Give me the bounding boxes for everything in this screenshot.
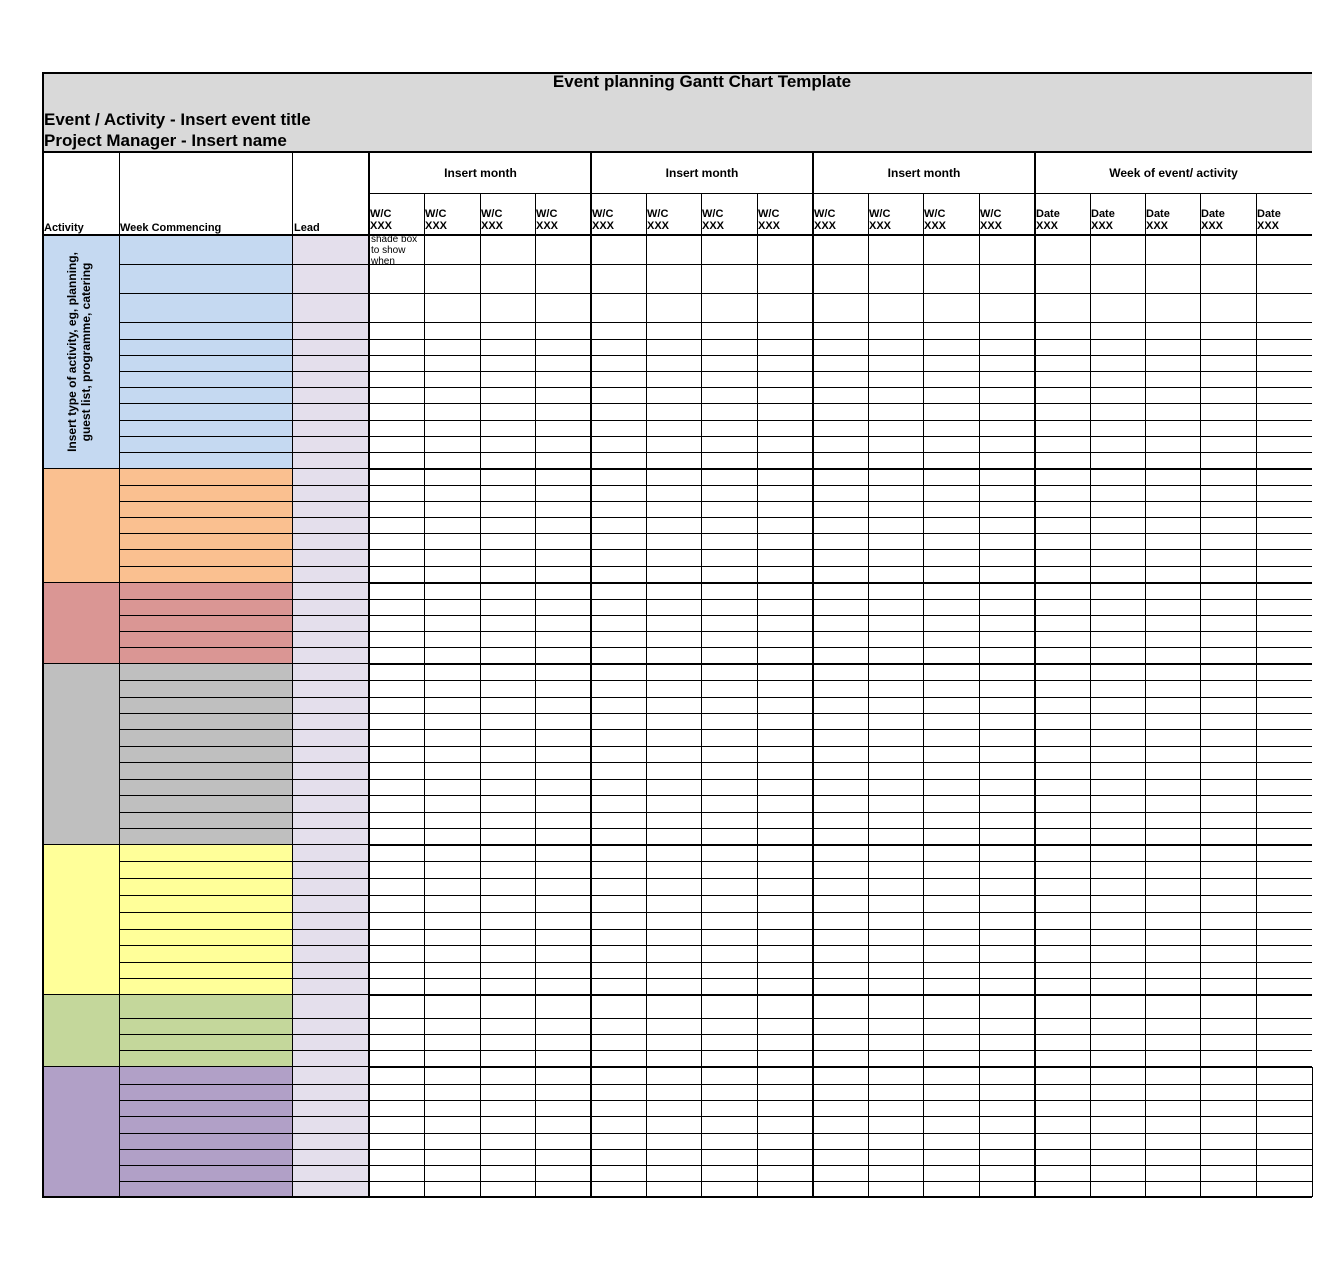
- week-header-label: Date: [1146, 208, 1170, 220]
- row-line: [119, 387, 1312, 388]
- page-title: Event planning Gantt Chart Template: [552, 72, 852, 91]
- week-header-cell[interactable]: [481, 208, 503, 232]
- shade-note-cell[interactable]: shade box to show when: [371, 234, 418, 264]
- week-header-label: Date: [1091, 208, 1115, 220]
- row-line: [119, 533, 1312, 534]
- row-line: [119, 729, 1312, 730]
- row-line: [119, 861, 1312, 862]
- week-divider: [480, 193, 481, 1197]
- week-header-cell[interactable]: [370, 208, 392, 232]
- lead-column-fill: [292, 583, 369, 664]
- row-line: [119, 403, 1312, 404]
- week-header-label: W/C: [647, 208, 669, 220]
- week-header-cell[interactable]: [980, 208, 1002, 232]
- row-line: [119, 1181, 1312, 1182]
- week-header-label: W/C: [980, 208, 1002, 220]
- week-divider: [979, 193, 980, 1197]
- week-header-label: W/C: [425, 208, 447, 220]
- week-header-cell[interactable]: [1257, 208, 1281, 232]
- event-title[interactable]: Event / Activity - Insert event title: [44, 110, 311, 129]
- row-line: [119, 566, 1312, 567]
- row-line: [119, 322, 1312, 323]
- week-header-value: XXX: [592, 220, 615, 232]
- left-border: [42, 72, 44, 1197]
- lead-column-fill: [292, 235, 369, 469]
- lead-column-fill: [292, 995, 369, 1067]
- week-header-label: W/C: [814, 208, 836, 220]
- week-header-label: W/C: [481, 208, 503, 220]
- row-line: [119, 1100, 1312, 1101]
- right-border: [1312, 1067, 1313, 1197]
- task-column-fill: [119, 845, 292, 995]
- row-line: [119, 1149, 1312, 1150]
- task-column-fill: [119, 235, 292, 469]
- task-column-fill: [119, 995, 292, 1067]
- week-header-label: Date: [1201, 208, 1225, 220]
- week-header-cell[interactable]: [1091, 208, 1115, 232]
- activity-column-divider: [119, 152, 120, 1197]
- week-header-cell[interactable]: [592, 208, 614, 232]
- row-line: [119, 762, 1312, 763]
- week-header-label: W/C: [370, 208, 392, 220]
- week-header-cell[interactable]: [1201, 208, 1225, 232]
- row-line: [119, 339, 1312, 340]
- week-divider: [424, 193, 425, 1197]
- task-column-fill: [119, 1067, 292, 1197]
- body-top-line: [42, 234, 1312, 236]
- week-divider: [1256, 193, 1257, 1197]
- activity-cell: [42, 995, 119, 1067]
- week-header-cell[interactable]: [869, 208, 891, 232]
- row-line: [119, 549, 1312, 550]
- row-line: [119, 452, 1312, 453]
- week-header-cell[interactable]: [647, 208, 669, 232]
- week-header-cell[interactable]: [702, 208, 724, 232]
- week-header-value: XXX: [1091, 220, 1114, 232]
- week-header-label: W/C: [536, 208, 558, 220]
- row-line: [119, 962, 1312, 963]
- row-line: [119, 647, 1312, 648]
- week-header-value: XXX: [370, 220, 393, 232]
- row-line: [119, 436, 1312, 437]
- week-header-value: XXX: [1201, 220, 1224, 232]
- row-line: [119, 697, 1312, 698]
- row-line: [119, 1034, 1312, 1035]
- week-header-value: XXX: [647, 220, 670, 232]
- week-header-value: XXX: [1036, 220, 1059, 232]
- week-divider: [923, 193, 924, 1197]
- week-divider: [1090, 193, 1091, 1197]
- week-header-value: XXX: [758, 220, 781, 232]
- week-divider: [757, 193, 758, 1197]
- week-divider: [868, 193, 869, 1197]
- task-column-fill: [119, 583, 292, 664]
- project-manager[interactable]: Project Manager - Insert name: [44, 131, 287, 150]
- week-header-value: XXX: [924, 220, 947, 232]
- task-column-fill: [119, 664, 292, 845]
- week-header-cell[interactable]: [425, 208, 447, 232]
- week-header-value: XXX: [1257, 220, 1280, 232]
- week-header-label: W/C: [869, 208, 891, 220]
- week-header-cell[interactable]: [536, 208, 558, 232]
- row-line: [119, 293, 1312, 294]
- row-line: [119, 713, 1312, 714]
- week-header-value: XXX: [481, 220, 504, 232]
- month-divider: [1034, 152, 1036, 1197]
- month-divider: [368, 152, 370, 1197]
- row-line: [119, 264, 1312, 265]
- row-line: [119, 680, 1312, 681]
- row-line: [119, 929, 1312, 930]
- week-divider: [535, 193, 536, 1197]
- week-divider: [646, 193, 647, 1197]
- week-header-cell[interactable]: [1146, 208, 1170, 232]
- row-line: [119, 371, 1312, 372]
- row-line: [119, 517, 1312, 518]
- row-line: [119, 599, 1312, 600]
- activity-cell: [42, 1067, 119, 1197]
- header-divider: [42, 151, 1312, 153]
- week-header-cell[interactable]: [924, 208, 946, 232]
- row-line: [119, 895, 1312, 896]
- week-header-label: Date: [1257, 208, 1281, 220]
- week-header-value: XXX: [702, 220, 725, 232]
- row-line: [119, 945, 1312, 946]
- week-header-cell[interactable]: [758, 208, 780, 232]
- week-header-value: XXX: [536, 220, 559, 232]
- row-line: [119, 631, 1312, 632]
- month-divider: [812, 152, 814, 1197]
- task-column-divider: [292, 152, 293, 1197]
- activity-cell: [42, 469, 119, 583]
- week-divider: [701, 193, 702, 1197]
- week-header-cell[interactable]: [1036, 208, 1060, 232]
- lead-column-header: Lead: [294, 222, 320, 234]
- week-header-value: XXX: [980, 220, 1003, 232]
- week-header-label: W/C: [924, 208, 946, 220]
- week-divider: [1200, 193, 1201, 1197]
- row-line: [119, 828, 1312, 829]
- row-line: [119, 1050, 1312, 1051]
- week-divider: [1145, 193, 1146, 1197]
- activity-cell: [42, 845, 119, 995]
- activity-cell: [42, 583, 119, 664]
- week-header-label: Date: [1036, 208, 1060, 220]
- month-header-3: Insert month: [887, 166, 961, 180]
- event-week-header: Week of event/ activity: [1109, 166, 1238, 180]
- month-header-2: Insert month: [665, 166, 739, 180]
- row-line: [119, 615, 1312, 616]
- row-line: [119, 812, 1312, 813]
- lead-column-fill: [292, 664, 369, 845]
- row-line: [119, 912, 1312, 913]
- week-header-value: XXX: [814, 220, 837, 232]
- section-separator: [42, 1196, 1312, 1198]
- week-header-cell[interactable]: [814, 208, 836, 232]
- lead-column-fill: [292, 1067, 369, 1197]
- row-line: [119, 485, 1312, 486]
- row-line: [119, 1116, 1312, 1117]
- week-header-value: XXX: [869, 220, 892, 232]
- row-line: [119, 501, 1312, 502]
- row-line: [119, 1165, 1312, 1166]
- row-line: [119, 1084, 1312, 1085]
- row-line: [119, 355, 1312, 356]
- row-line: [119, 1018, 1312, 1019]
- row-line: [119, 878, 1312, 879]
- row-line: [119, 779, 1312, 780]
- month-divider: [590, 152, 592, 1197]
- row-line: [119, 978, 1312, 979]
- row-line: [119, 746, 1312, 747]
- subheader-divider: [369, 193, 1312, 194]
- activity-cell: [42, 664, 119, 845]
- week-header-value: XXX: [1146, 220, 1169, 232]
- week-commencing-column-header: Week Commencing: [120, 222, 222, 234]
- activity-column-header: Activity: [44, 222, 84, 234]
- week-header-label: W/C: [758, 208, 780, 220]
- activity-type-label[interactable]: Insert type of activity, eg, planning, guest list, programme, catering: [64, 252, 93, 452]
- row-line: [119, 420, 1312, 421]
- week-header-value: XXX: [425, 220, 448, 232]
- row-line: [119, 795, 1312, 796]
- week-header-label: W/C: [592, 208, 614, 220]
- row-line: [119, 1133, 1312, 1134]
- month-header-1: Insert month: [444, 166, 517, 180]
- week-header-label: W/C: [702, 208, 724, 220]
- lead-column-fill: [292, 845, 369, 995]
